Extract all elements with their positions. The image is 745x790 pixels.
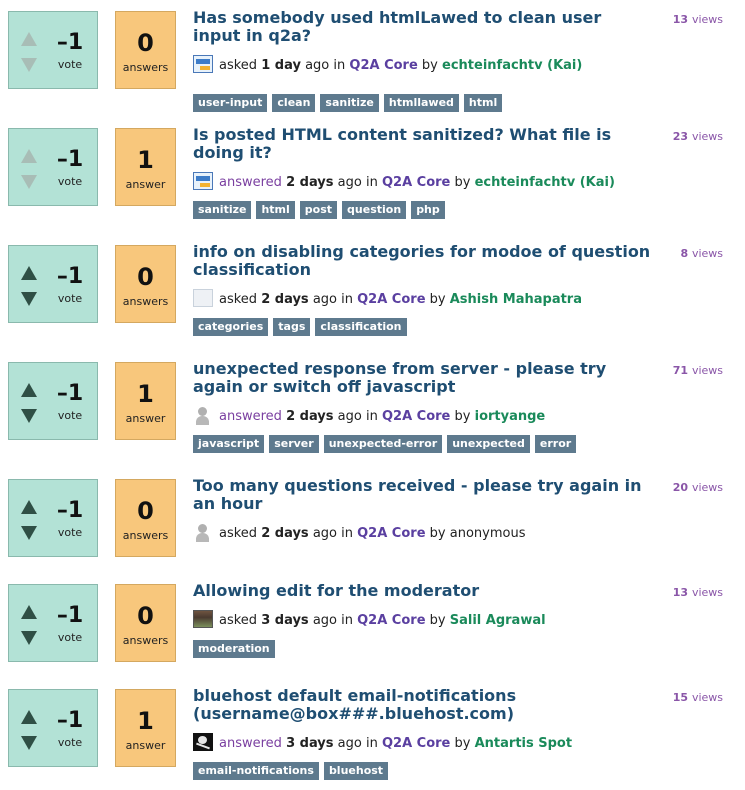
vote-label: vote — [57, 631, 83, 644]
question-title-link[interactable]: Has somebody used htmlLawed to clean user input in q2a? — [193, 8, 602, 45]
tag-link[interactable]: tags — [273, 318, 310, 336]
vote-down-arrow-icon — [21, 175, 37, 189]
answer-count-box — [115, 245, 176, 323]
meta-by-label: by — [454, 175, 471, 190]
meta-in-label: in — [333, 58, 346, 73]
meta-time-suffix: ago — [312, 613, 337, 628]
vote-box — [8, 584, 98, 662]
tag-link[interactable]: email-notifications — [193, 762, 319, 780]
vote-up-arrow-icon[interactable] — [21, 710, 37, 724]
view-count — [680, 247, 723, 260]
meta-time-suffix: ago — [337, 736, 362, 751]
view-count-number: 71 — [672, 364, 689, 377]
user-link[interactable]: Antartis Spot — [474, 736, 573, 751]
tag-link[interactable]: php — [411, 201, 445, 219]
question-meta — [193, 523, 653, 541]
tag-link[interactable]: server — [269, 435, 319, 453]
meta-by-label: by — [454, 736, 471, 751]
answer-label: answers — [122, 634, 169, 647]
tag-link[interactable]: question — [342, 201, 406, 219]
tag-list — [193, 315, 663, 336]
view-count-number: 8 — [680, 247, 689, 260]
meta-time-suffix: ago — [337, 175, 362, 190]
vote-box — [8, 479, 98, 557]
user-link: anonymous — [449, 526, 526, 541]
meta-in-label: in — [341, 292, 353, 307]
meta-action: asked — [219, 58, 258, 73]
view-count-number: 20 — [672, 481, 689, 494]
meta-in-label: in — [341, 613, 353, 628]
view-count-label: views — [691, 13, 723, 26]
meta-action[interactable]: answered — [219, 175, 282, 190]
answer-count: 1 — [137, 146, 154, 174]
pirate-avatar-icon[interactable] — [193, 733, 213, 751]
question-title-link[interactable]: Allowing edit for the moderator — [193, 581, 480, 600]
answer-label: answers — [122, 529, 169, 542]
vote-box — [8, 245, 98, 323]
meta-by-label: by — [429, 526, 446, 541]
meta-time-value: 2 days — [286, 175, 334, 190]
answer-count: 1 — [137, 380, 154, 408]
blank-avatar-icon[interactable] — [193, 289, 213, 307]
question-title-link[interactable]: Is posted HTML content sanitized? What file is doing it? — [193, 125, 612, 162]
meta-in-label: in — [365, 736, 378, 751]
question-meta — [193, 406, 653, 424]
answer-count: 1 — [137, 707, 154, 735]
view-count-label: views — [691, 130, 723, 143]
vote-down-arrow-icon[interactable] — [21, 631, 37, 645]
question-title-link[interactable]: bluehost default email-notifications (username@box###.bluehost.com) — [193, 686, 517, 723]
view-count-label: views — [691, 586, 723, 599]
user-link[interactable]: echteinfachtv (Kai) — [442, 58, 583, 73]
answer-count-box — [115, 584, 176, 662]
vote-down-arrow-icon[interactable] — [21, 526, 37, 540]
vote-count: –1 — [56, 603, 84, 628]
view-count-number: 13 — [672, 586, 689, 599]
vote-label: vote — [57, 736, 83, 749]
meta-in-label: in — [365, 175, 378, 190]
vote-label: vote — [57, 526, 83, 539]
meta-time-suffix: ago — [337, 409, 362, 424]
tag-link[interactable]: clean — [272, 94, 315, 112]
answer-count: 0 — [137, 29, 154, 57]
answer-count: 0 — [137, 497, 154, 525]
vote-box — [8, 689, 98, 767]
vote-up-arrow-icon[interactable] — [21, 383, 37, 397]
answer-count-box — [115, 128, 176, 206]
tag-list — [193, 198, 663, 219]
tag-link[interactable]: error — [535, 435, 576, 453]
tag-link[interactable]: unexpected-error — [324, 435, 443, 453]
user-link[interactable]: echteinfachtv (Kai) — [474, 175, 615, 190]
meta-action: asked — [219, 526, 258, 541]
vote-box — [8, 362, 98, 440]
vote-down-arrow-icon[interactable] — [21, 409, 37, 423]
vote-label: vote — [57, 292, 83, 305]
tag-link[interactable]: javascript — [193, 435, 264, 453]
vote-count: –1 — [56, 30, 84, 55]
tag-link[interactable]: sanitize — [320, 94, 378, 112]
answer-label: answers — [122, 61, 169, 74]
answer-label: answer — [125, 178, 166, 191]
category-link[interactable]: Q2A Core — [381, 736, 451, 751]
vote-up-arrow-icon[interactable] — [21, 605, 37, 619]
view-count-number: 23 — [672, 130, 689, 143]
category-link[interactable]: Q2A Core — [349, 58, 418, 73]
view-count — [673, 586, 723, 599]
question-item — [0, 125, 745, 218]
tag-link[interactable]: bluehost — [324, 762, 388, 780]
question-item — [0, 8, 745, 111]
view-count-label: views — [691, 247, 723, 260]
tag-list — [193, 432, 663, 453]
user-link[interactable]: Salil Agrawal — [449, 613, 546, 628]
view-count-label: views — [691, 691, 723, 704]
meta-time-suffix: ago — [305, 58, 330, 73]
view-count-label: views — [691, 481, 723, 494]
vote-up-arrow-icon[interactable] — [21, 266, 37, 280]
meta-by-label: by — [429, 613, 446, 628]
tag-list — [193, 759, 663, 780]
meta-time-value: 3 days — [261, 613, 309, 628]
answer-count-box — [115, 362, 176, 440]
answer-count-box — [115, 479, 176, 557]
user-link[interactable]: Ashish Mahapatra — [449, 292, 582, 307]
category-link[interactable]: Q2A Core — [381, 409, 451, 424]
meta-action[interactable]: answered — [219, 736, 282, 751]
meta-action: asked — [219, 292, 258, 307]
tag-link[interactable]: html — [464, 94, 502, 112]
badge-avatar-icon[interactable] — [193, 172, 213, 190]
vote-label: vote — [57, 175, 83, 188]
meta-in-label: in — [365, 409, 378, 424]
vote-up-arrow-icon[interactable] — [21, 500, 37, 514]
view-count — [673, 481, 723, 494]
answer-label: answer — [125, 739, 166, 752]
meta-time-value: 2 days — [261, 526, 309, 541]
meta-time-value: 2 days — [286, 409, 334, 424]
question-meta — [193, 55, 653, 73]
category-link[interactable]: Q2A Core — [381, 175, 451, 190]
answer-label: answers — [122, 295, 169, 308]
vote-label: vote — [57, 58, 83, 71]
vote-box — [8, 128, 98, 206]
answer-count-box — [115, 11, 176, 89]
category-link[interactable]: Q2A Core — [357, 292, 426, 307]
meta-time-suffix: ago — [312, 292, 337, 307]
answer-label: answer — [125, 412, 166, 425]
view-count — [673, 364, 723, 377]
question-title-link[interactable]: Too many questions received - please try again in an hour — [193, 476, 642, 513]
vote-down-arrow-icon[interactable] — [21, 736, 37, 750]
meta-time-value: 2 days — [261, 292, 309, 307]
meta-action: asked — [219, 613, 258, 628]
tag-link[interactable]: sanitize — [193, 201, 251, 219]
tag-list — [193, 91, 663, 112]
answer-count-box — [115, 689, 176, 767]
tag-link[interactable]: user-input — [193, 94, 267, 112]
tag-link[interactable]: categories — [193, 318, 268, 336]
vote-count: –1 — [56, 498, 84, 523]
view-count-number: 13 — [672, 13, 689, 26]
meta-time-value: 1 day — [261, 58, 301, 73]
tag-link[interactable]: html — [256, 201, 294, 219]
tag-link[interactable]: unexpected — [447, 435, 530, 453]
tag-list — [193, 637, 663, 658]
meta-by-label: by — [429, 292, 446, 307]
question-item — [0, 242, 745, 335]
vote-up-arrow-icon — [21, 149, 37, 163]
meta-in-label: in — [341, 526, 353, 541]
question-meta — [193, 610, 653, 628]
tag-link[interactable]: moderation — [193, 640, 275, 658]
meta-by-label: by — [421, 58, 438, 73]
vote-box — [8, 11, 98, 89]
tag-link[interactable]: classification — [315, 318, 406, 336]
tag-link[interactable]: htmllawed — [384, 94, 459, 112]
answer-count: 0 — [137, 263, 154, 291]
answer-count: 0 — [137, 602, 154, 630]
view-count — [673, 130, 723, 143]
tag-link[interactable]: post — [300, 201, 337, 219]
vote-label: vote — [57, 409, 83, 422]
meta-by-label: by — [454, 409, 471, 424]
question-title-link[interactable]: unexpected response from server - please try again or switch off javascript — [193, 359, 607, 396]
question-meta — [193, 172, 653, 190]
user-link[interactable]: iortyange — [474, 409, 546, 424]
vote-count: –1 — [56, 381, 84, 406]
category-link[interactable]: Q2A Core — [357, 526, 426, 541]
question-title-link[interactable]: info on disabling categories for modoe of question classification — [193, 242, 651, 279]
meta-time-suffix: ago — [312, 526, 337, 541]
vote-count: –1 — [56, 708, 84, 733]
view-count — [673, 691, 723, 704]
meta-action[interactable]: answered — [219, 409, 282, 424]
question-item — [0, 476, 745, 569]
view-count-label: views — [691, 364, 723, 377]
question-item — [0, 581, 745, 657]
vote-down-arrow-icon[interactable] — [21, 292, 37, 306]
default-avatar-icon[interactable] — [193, 406, 213, 424]
vote-up-arrow-icon — [21, 32, 37, 46]
question-item — [0, 359, 745, 452]
vote-down-arrow-icon — [21, 58, 37, 72]
meta-time-value: 3 days — [286, 736, 334, 751]
badge-avatar-icon[interactable] — [193, 55, 213, 73]
default-avatar-icon[interactable] — [193, 523, 213, 541]
view-count — [673, 13, 723, 26]
question-meta — [193, 289, 653, 307]
question-meta — [193, 733, 653, 751]
photo-avatar-icon[interactable] — [193, 610, 213, 628]
question-item — [0, 686, 745, 779]
vote-count: –1 — [56, 264, 84, 289]
vote-count: –1 — [56, 147, 84, 172]
category-link[interactable]: Q2A Core — [357, 613, 426, 628]
view-count-number: 15 — [672, 691, 689, 704]
